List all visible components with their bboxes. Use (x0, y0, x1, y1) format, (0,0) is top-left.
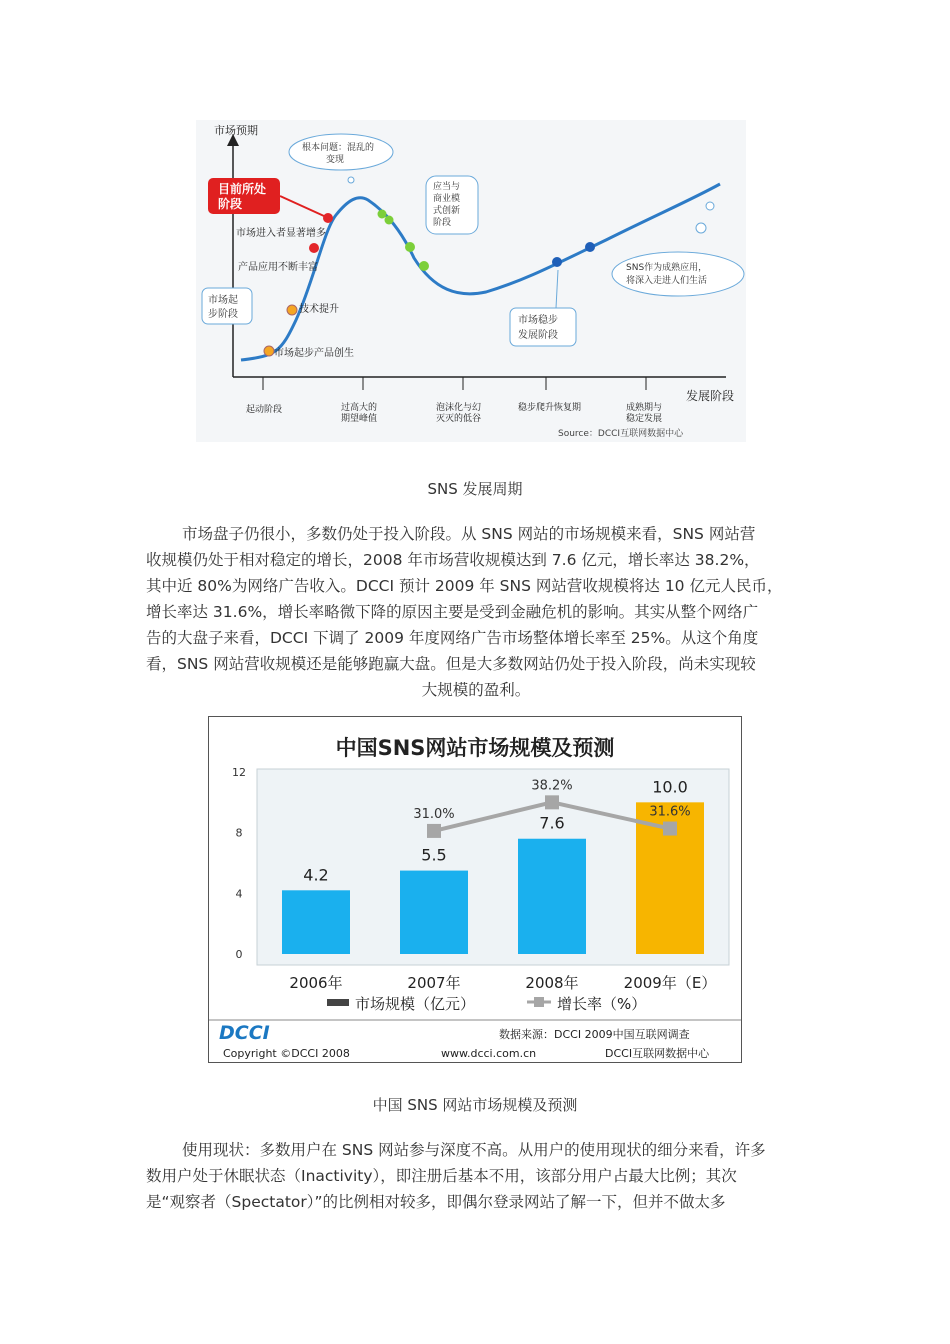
paragraph-line: 大规模的盈利。 (421, 681, 531, 699)
paragraph-line: 看，SNS 网站营收规模还是能够跑赢大盘。但是大多数网站仍处于投入阶段，尚未实现较 (146, 655, 756, 673)
phase-label: 泡沫化与幻灭灭的低谷 (436, 403, 482, 424)
bar-value-label: 10.0 (652, 777, 688, 797)
point-apps (309, 243, 319, 253)
growth-label: 31.6% (649, 804, 691, 820)
x-category-label: 2006年 (289, 974, 343, 992)
legend-bar-label: 市场规模（亿元） (355, 995, 476, 1013)
point-blue-2 (585, 242, 595, 252)
growth-marker (427, 824, 441, 838)
x-axis-ticks (263, 377, 646, 390)
y-tick-label: 12 (232, 766, 246, 779)
paragraph-line: 是“观察者（Spectator）”的比例相对较多，即偶尔登录网站了解一下，但并不做太多 (146, 1193, 726, 1211)
market-steady-pointer (556, 270, 558, 308)
cloud-dot-2 (706, 202, 714, 210)
x-axis-label: 发展阶段 (686, 389, 735, 403)
phase-label: 起动阶段 (246, 405, 283, 415)
growth-label: 38.2% (531, 778, 573, 794)
point-blue-1 (552, 257, 562, 267)
growth-marker (663, 822, 677, 836)
market-size-chart (208, 716, 742, 1063)
y-tick-label: 0 (235, 948, 243, 961)
growth-marker (545, 795, 559, 809)
y-tick-label: 4 (235, 887, 243, 901)
growth-label: 31.0% (413, 806, 455, 822)
paragraph-line: 其中近 80%为网络广告收入。DCCI 预计 2009 年 SNS 网站营收规模将达 10 亿元人民币， (146, 577, 783, 595)
point-green-1 (378, 210, 387, 219)
paragraph-usage (146, 1137, 806, 1215)
caption-sns-market: 中国 SNS 网站市场规模及预测 (372, 1096, 578, 1114)
point-green-3 (405, 242, 415, 252)
paragraph-line: 数用户处于休眠状态（Inactivity），即注册后基本不用，该部分用户占最大比例；其次 (146, 1167, 737, 1185)
cloud-dot-3 (696, 223, 706, 233)
cloud-dot (348, 177, 354, 183)
y-tick-label: 8 (235, 826, 243, 840)
market-steady-text: 市场稳步发展阶段 (518, 315, 558, 341)
phase-label: 成熟期与稳定发展 (626, 403, 663, 424)
legend-bar-swatch (327, 999, 349, 1006)
paragraph-line: 收规模仍处于相对稳定的增长，2008 年市场营收规模达到 7.6 亿元，增长率达 38.2%， (146, 551, 760, 569)
current-stage-text: 目前所处阶段 (218, 182, 267, 211)
hype-cycle-figure (196, 120, 746, 442)
point-green-4 (419, 261, 429, 271)
paragraph-line: 使用现状：多数用户在 SNS 网站参与深度不高。从用户的使用现状的细分来看，许多 (182, 1141, 766, 1159)
chart-title: 中国SNS网站市场规模及预测 (335, 736, 615, 760)
mature-cloud (612, 252, 744, 296)
mature-text: SNS作为成熟应用，将深入走进人们生活 (626, 263, 708, 286)
label-tech: 技术提升 (299, 304, 339, 315)
label-launch: 市场起步产品创生 (274, 348, 354, 359)
market-start-text: 市场起步阶段 (208, 295, 238, 320)
label-apps: 产品应用不断丰富 (238, 262, 318, 273)
paragraph-line: 告的大盘子来看，DCCI 下调了 2009 年度网络广告市场整体增长率至 25%。从这个角度 (146, 629, 759, 647)
bar-value-label: 7.6 (539, 813, 565, 833)
phase-label: 稳步爬升恢复期 (518, 403, 582, 413)
legend-line-marker (534, 997, 544, 1007)
footer-url: www.dcci.com.cn (441, 1047, 537, 1060)
x-category-label: 2007年 (407, 974, 461, 992)
figure1-source: Source：DCCI互联网数据中心 (558, 429, 684, 439)
paragraph-line: 增长率达 31.6%，增长率略微下降的原因主要是受到金融危机的影响。其实从整个网络广 (146, 603, 759, 621)
paragraph-market-size (146, 521, 806, 703)
app-business-text: 应当与商业模式创新阶段 (433, 182, 461, 228)
footer-source: 数据来源：DCCI 2009中国互联网调查 (499, 1028, 690, 1041)
paragraph-line: 市场盘子仍很小，多数仍处于投入阶段。从 SNS 网站的市场规模来看，SNS 网站营 (182, 525, 756, 543)
bar-value-label: 5.5 (421, 845, 447, 865)
point-tech (287, 305, 297, 315)
label-entrants: 市场进入者显著增多 (236, 228, 326, 239)
legend-line-label: 增长率（%） (557, 995, 647, 1013)
point-green-2 (385, 216, 394, 225)
bar-value-label: 4.2 (303, 865, 329, 885)
bar (518, 839, 586, 954)
bar (400, 871, 468, 954)
caption-sns-cycle: SNS 发展周期 (427, 480, 523, 498)
phase-label: 过高大的期望峰值 (341, 403, 378, 424)
x-category-label: 2008年 (525, 974, 579, 992)
root-issue-text: 根本问题：混乱的变现 (302, 143, 375, 165)
footer-center: DCCI互联网数据中心 (605, 1047, 710, 1060)
y-axis-label: 市场预期 (214, 124, 258, 137)
dcci-logo: DCCI (219, 1022, 270, 1044)
point-launch (264, 346, 274, 356)
bar (282, 890, 350, 954)
point-entrants (323, 213, 333, 223)
footer-copyright: Copyright ©DCCI 2008 (223, 1047, 350, 1060)
current-stage-pointer (280, 196, 324, 216)
x-category-label: 2009年（E） (623, 974, 717, 992)
